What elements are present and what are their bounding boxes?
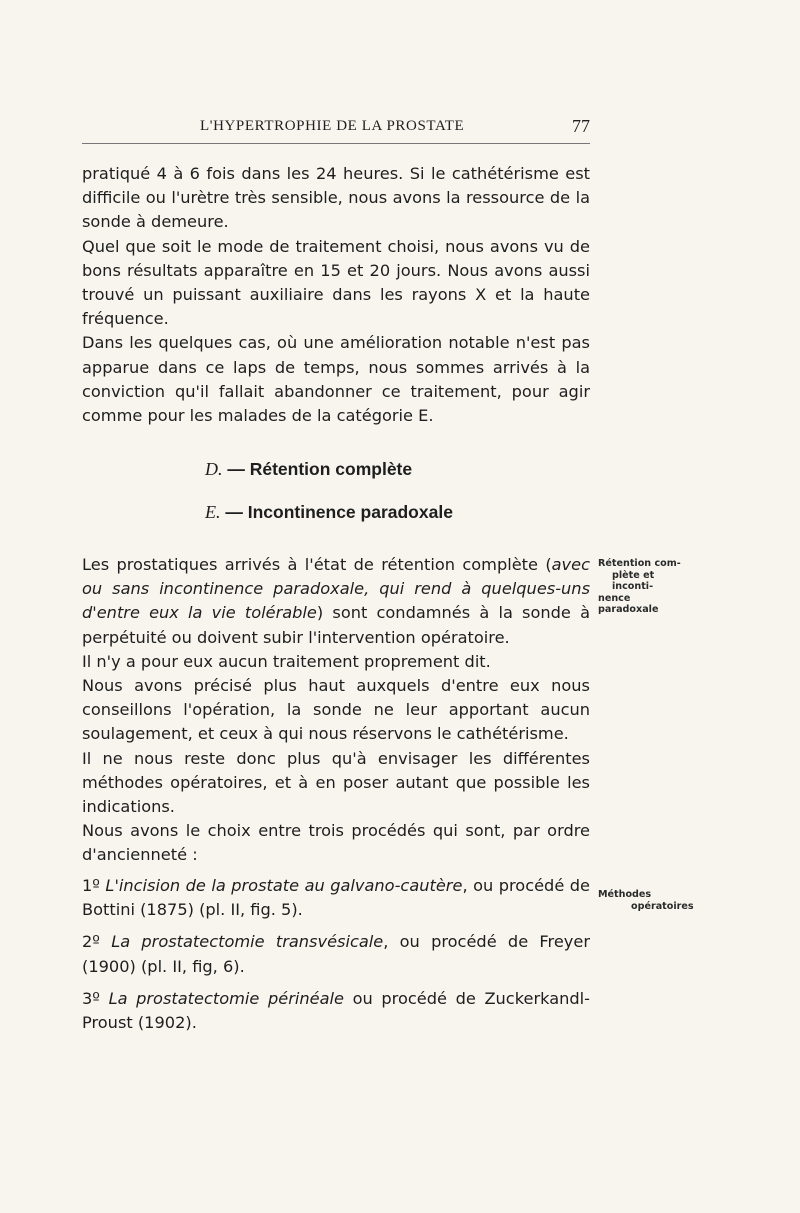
margin-note-line: Rétention com- xyxy=(598,558,681,569)
margin-note-line: opératoires xyxy=(631,900,694,912)
paragraph: Nous avons le choix entre trois procédés qui sont, par ordre d'ancienneté : xyxy=(82,821,590,865)
methods-list xyxy=(82,874,590,1043)
subheading-e xyxy=(205,502,453,523)
page-header xyxy=(82,118,590,138)
paragraph: Il n'y a pour eux aucun traitement proprement dit. xyxy=(82,651,491,671)
paragraph-retention xyxy=(82,553,590,650)
italic-run: avec ou sans incontinence paradoxale, qui rend à quelques-uns d'entre eux la vie tolérable xyxy=(82,555,590,623)
method-item xyxy=(82,930,590,978)
paragraph: Quel que soit le mode de traitement choisi, nous avons vu de bons résultats apparaître en 15 et 20 jours. Nous avons aussi trouvé un puissant auxiliaire dans les rayons X et la haute fréquence. xyxy=(82,236,590,329)
margin-note-methodes xyxy=(598,889,694,912)
method-item xyxy=(82,987,590,1035)
subheading-letter: D. xyxy=(205,459,223,479)
section-body xyxy=(82,553,590,868)
text-run: ) sont condamnés à la sonde à perpétuité ou doivent subir l'intervention opératoire. xyxy=(82,603,590,647)
header-rule xyxy=(82,143,590,144)
method-detail: ou procédé de Zuckerkandl-Proust (1902). xyxy=(82,988,590,1033)
page-number: 77 xyxy=(572,116,590,136)
method-name: L'incision de la prostate au galvano-cautère xyxy=(105,876,463,895)
running-title: L'HYPERTROPHIE DE LA PROSTATE xyxy=(200,118,465,134)
text-run: Les prostatiques arrivés à l'état de rétention complète ( xyxy=(82,555,552,574)
subheading-letter: E. xyxy=(205,502,221,522)
method-number: 2º xyxy=(82,932,112,952)
method-detail: , ou procédé de Bottini (1875) (pl. II, fig. 5). xyxy=(82,876,591,920)
margin-note-line: plète et inconti- xyxy=(612,569,655,592)
method-item xyxy=(82,874,590,922)
method-number: 1º xyxy=(82,876,106,895)
subheading-d xyxy=(205,459,412,480)
method-name: La prostatectomie transvésicale xyxy=(111,932,384,952)
subheading-title: — Incontinence paradoxale xyxy=(225,502,453,522)
subheading-title: — Rétention complète xyxy=(227,459,413,479)
method-number: 3º xyxy=(82,988,109,1008)
margin-note-line: nence paradoxale xyxy=(598,592,659,615)
paragraph: Nous avons précisé plus haut auxquels d'entre eux nous conseillons l'opération, la sonde ne leur apportant aucun soulagement, et ceux à qui nous réservons le cathétérisme. xyxy=(82,676,590,744)
method-detail: , ou procédé de Freyer (1900) (pl. II, fig, 6). xyxy=(82,932,590,976)
paragraph: Il ne nous reste donc plus qu'à envisager les différentes méthodes opératoires, et à en poser autant que possible les indications. xyxy=(82,748,590,817)
margin-note-line: Méthodes xyxy=(598,889,652,900)
margin-note-retention xyxy=(598,558,690,616)
paragraph: pratiqué 4 à 6 fois dans les 24 heures. Si le cathétérisme est difficile ou l'urètre très sensible, nous avons la ressource de la sonde à demeure. xyxy=(82,164,590,232)
method-name: La prostatectomie périnéale xyxy=(108,988,344,1008)
opening-paragraphs xyxy=(82,162,590,428)
paragraph: Dans les quelques cas, où une amélioration notable n'est pas apparue dans ce laps de temps, nous sommes arrivés à la conviction qu'il fallait abandonner ce traitement, pour agir comme pour les malades de la catégorie E. xyxy=(82,333,590,426)
